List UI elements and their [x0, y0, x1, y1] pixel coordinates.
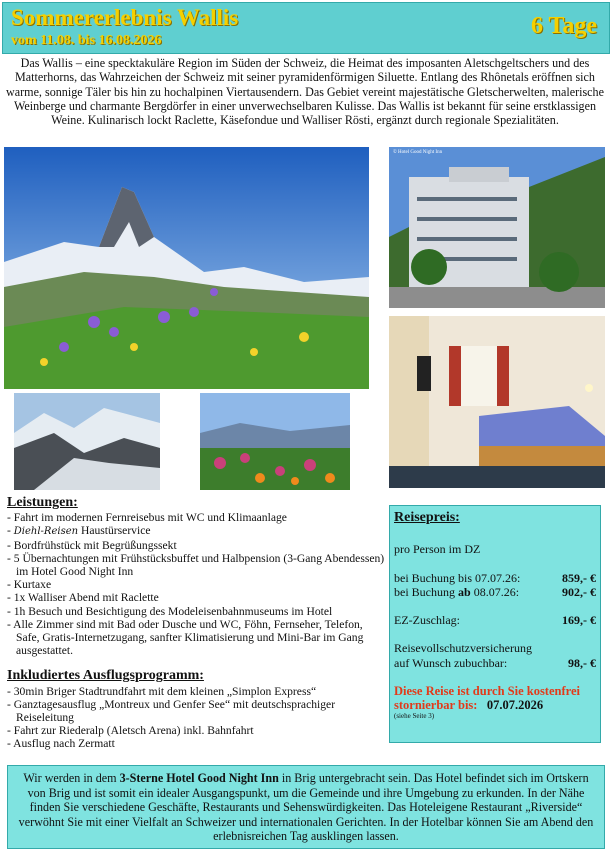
list-item: - Fahrt zur Riederalp (Aletsch Arena) inkl. Bahnfahrt — [7, 724, 254, 738]
price-box — [389, 505, 601, 743]
aletsch-glacier-image — [14, 393, 160, 490]
list-item: - Alle Zimmer sind mit Bad oder Dusche und WC, Föhn, Fernseher, Telefon, Safe, Gratis-Internetzugang, sanfter Klimatisierung und Mini-Bar im Gang ausgestattet. — [7, 617, 364, 658]
price-row — [394, 585, 596, 599]
hotel-text-a: Wir werden in dem — [23, 771, 120, 785]
service-text: Haustürservice — [78, 524, 151, 538]
price-row — [394, 571, 596, 585]
price-row — [394, 656, 596, 670]
price-label: auf Wunsch zubuchbar: — [394, 656, 508, 670]
free-cancellation-line2: stornierbar bis: 07.07.2026 — [394, 698, 544, 712]
price-value: 902,- € — [562, 585, 596, 599]
travel-dates: vom 11.08. bis 16.08.2026 — [11, 33, 162, 48]
price-value: 859,- € — [562, 571, 596, 585]
price-row — [394, 613, 596, 627]
price-label: bei Buchung bis 07.07.26: — [394, 571, 521, 585]
trip-duration: 6 Tage — [530, 13, 597, 39]
per-person-label: pro Person im DZ — [394, 542, 481, 556]
list-item: - Fahrt im modernen Fernreisebus mit WC und Klimaanlage — [7, 511, 287, 525]
hotel-exterior-image — [389, 147, 605, 308]
hotel-text-c: in Brig untergebracht sein. Das Hotel befindet sich im Ortskern von Brig und ist somit ein idealer Ausgangspunkt, um die Gemeinde und ihre Umgebung zu erkunden. In der Nähe finden Sie verschiedene Geschäfte, Restaurants und Sehenswürdigkeiten. Das Hoteleigene Restaurant „Riverside“ verwöhnt Sie mit einer Vielfalt an Schweizer und internationalen Gerichten. In der Hotelbar können Sie am Abend den erlebnisreichen Tag ausklingen lassen. — [18, 771, 594, 844]
price-value: 169,- € — [562, 613, 596, 627]
list-item: - Ganztagesausflug „Montreux und Genfer See“ mit deutschsprachiger Reiseleitung — [7, 697, 336, 725]
cancellation-date: 07.07.2026 — [486, 698, 544, 712]
price-label: bei Buchung ab 08.07.26: — [394, 585, 520, 599]
list-item: - 1x Walliser Abend mit Raclette — [7, 591, 159, 605]
insurance-label-1: Reisevollschutzversicherung — [394, 641, 532, 655]
list-item: - Kurtaxe — [7, 578, 52, 592]
list-item: - Bordfrühstück mit Begrüßungssekt — [7, 538, 177, 552]
services-heading: Leistungen: — [7, 495, 78, 510]
brand-logo-text: Diehl-Reisen — [13, 526, 79, 538]
excursion-list — [7, 685, 385, 751]
intro-text: Das Wallis – eine specktakuläre Region im Süden der Schweiz, die Heimat des imposanten Aletschgeltschers und des Matterhorns, das Wahrzeichen der Schweiz mit seiner pyramidenförmigen Siluette. Entlang des Rhônetals eröffnen sich warme, sonnige Täler bis hin zu hochalpinen Viertausendern. Das Gebiet vereint majestätische Gletscherwelten, malerische Weinberge und charmante Bergdörfer in einer unverwechselbaren Kulisse. Das Wallis ist bekannt für seine erstklassigen Weine. Kulinarisch lockt Raclette, Käsefondue und Walliser Rösti, ergänzt durch regionale Spezialitäten. — [6, 56, 604, 128]
list-item: - Ausflug nach Zermatt — [7, 737, 115, 751]
services-section — [7, 496, 385, 751]
header-banner — [2, 2, 610, 54]
lake-flowers-image — [200, 393, 350, 490]
page-title: Sommererlebnis Wallis — [11, 5, 239, 30]
services-list — [7, 511, 385, 657]
hotel-info-box — [7, 765, 605, 849]
bullet: - — [7, 524, 14, 538]
price-heading: Reisepreis: — [394, 510, 460, 525]
list-item: - 5 Übernachtungen mit Frühstücksbuffet und Halbpension (3-Gang Abendessen) im Hotel Good Night Inn — [7, 551, 385, 579]
list-item: - 30min Briger Stadtrundfahrt mit dem kleinen „Simplon Express“ — [7, 684, 317, 698]
price-value: 98,- € — [568, 656, 596, 670]
excursion-heading: Inkludiertes Ausflugsprogramm: — [7, 668, 204, 684]
price-label: EZ-Zuschlag: — [394, 613, 460, 627]
list-item: - 1h Besuch und Besichtigung des Modeleisenbahnmuseums im Hotel — [7, 604, 333, 618]
hotel-name: 3-Sterne Hotel Good Night Inn — [119, 771, 279, 785]
hotel-room-image — [389, 316, 605, 488]
image-credit: © Hotel Good Night Inn — [393, 150, 443, 155]
footnote: (siehe Seite 3) — [394, 712, 435, 720]
free-cancellation-line1: Diese Reise ist durch Sie kostenfrei — [394, 684, 580, 698]
list-item — [7, 524, 385, 538]
matterhorn-image — [4, 147, 369, 389]
